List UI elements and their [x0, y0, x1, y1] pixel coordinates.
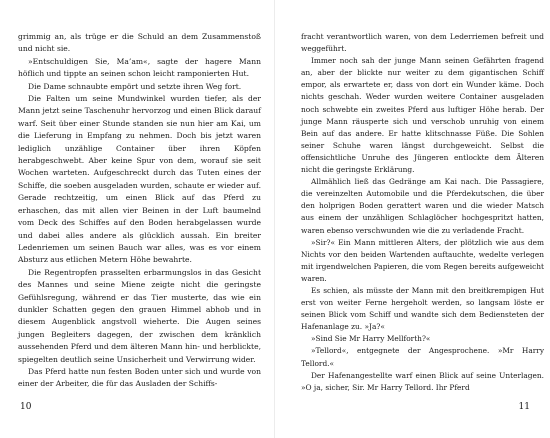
paragraph: Immer noch sah der junge Mann seinen Gefährten fragend an, aber der blickte nur weiter zu dem gigantischen Schiff empor, als erwartete er, dass von dort ein Wunder käme. Doch nichts geschah. Weder wurden weitere Container ausgeladen noch schwebte ein zweites Pferd aus luftiger Höhe herab. Der junge Mann räusperte sich und verschob unruhig von einem Bein auf das andere. Er hatte klitschnasse Füße. Die Sohlen seiner Schuhe waren längst durchgeweicht. Selbst die offensichtliche Unruhe des Jüngeren entlockte dem Älteren nicht die geringste Erklärung. [301, 56, 544, 175]
paragraph: »Entschuldigen Sie, Ma’am«, sagte der hagere Mann höflich und tippte an seinen schon leicht ramponierten Hut. [18, 56, 261, 79]
paragraph: »Sind Sie Mr Harry Mellforth?« [311, 334, 431, 344]
paragraph: Der Hafenangestellte warf einen Blick auf seine Unterlagen. »O ja, sicher, Sir. Mr Harry Tellord. Ihr Pferd [301, 370, 544, 392]
left-page-text [18, 31, 261, 391]
paragraph: Das Pferd hatte nun festen Boden unter sich und wurde von einer der Arbeiter, die für das Ausladen der Schiffs- [18, 366, 261, 389]
paragraph: Die Dame schnaubte empört und setzte ihren Weg fort. [28, 81, 242, 91]
paragraph: fracht verantwortlich waren, von dem Lederriemen befreit und weggeführt. [301, 32, 544, 54]
paragraph: grimmig an, als trüge er die Schuld an dem Zusammenstoß und nicht sie. [18, 32, 261, 54]
paragraph: »Sir?« Ein Mann mittleren Alters, der plötzlich wie aus dem Nichts vor den beiden Wartenden auftauchte, wedelte verlegen mit irgendwelchen Papieren, die vom Regen bereits aufgeweicht waren. [301, 237, 544, 283]
right-page-text [301, 31, 544, 394]
paragraph: Es schien, als müsste der Mann mit den breitkrempigen Hut erst von weiter Ferne hergeholt werden, so langsam löste er seinen Blick vom Schiff und wandte sich dem Bediensteten der Hafenanlage zu. »Ja?« [301, 285, 544, 332]
page-number-left: 10 [20, 402, 32, 412]
paragraph: Die Falten um seine Mundwinkel wurden tiefer, als der Mann jetzt seine Taschenuhr hervorzog und einen Blick darauf warf. Seit über einer Stunde standen sie nun hier am Kai, um die Lieferung in Empfang zu nehmen. Doch bis jetzt waren lediglich unzählige Container über ihren Köpfen herabgeschwebt. Aber keine Spur von dem, worauf sie seit Wochen warteten. Aufgeschreckt durch das Tuten eines der Schiffe, die soeben ausgeladen wurden, schaute er wieder auf. Gerade rechtzeitig, um einen Blick auf das Pferd zu erhaschen, das mit allen vier Beinen in der Luft baumelnd vom Deck des Schiffes auf den Boden herabgelassen wurde und dabei alles andere als glücklich aussah. Ein breiter Ledenriemen um seinen Bauch war alles, was es vor einem Absturz aus etlichen Metern Höhe bewahrte. [18, 94, 261, 265]
paragraph: Allmählich ließ das Gedränge am Kai nach. Die Passagiere, die vereinzelten Automobile und die Pferdekutschen, die über den holprigen Boden gerattert waren und die wieder Matsch aus einem der unzähligen Schlaglöcher hochgespritzt hatten, waren ebenso verschwunden wie die zu verladende Fracht. [301, 177, 544, 235]
page-number-right: 11 [518, 402, 530, 412]
paragraph: Die Regentropfen prasselten erbarmungslos in das Gesicht des Mannes und seine Miene zeigte nicht die geringste Gefühlsregung, während er das Tier musterte, das wie ein dunkler Schatten gegen den grauen Himmel abhob und in diesem Augenblick angstvoll wieherte. Die Augen seines jungen Begleiters dagegen, der zwischen dem kränklich aussehenden Pferd und dem älteren Mann hin- und herblickte, spiegelten deutlich seine Unsicherheit und Verwirrung wider. [18, 267, 261, 364]
right-page [275, 0, 550, 438]
paragraph: »Tellord«, entgegnete der Angesprochene. »Mr Harry Tellord.« [301, 346, 544, 368]
